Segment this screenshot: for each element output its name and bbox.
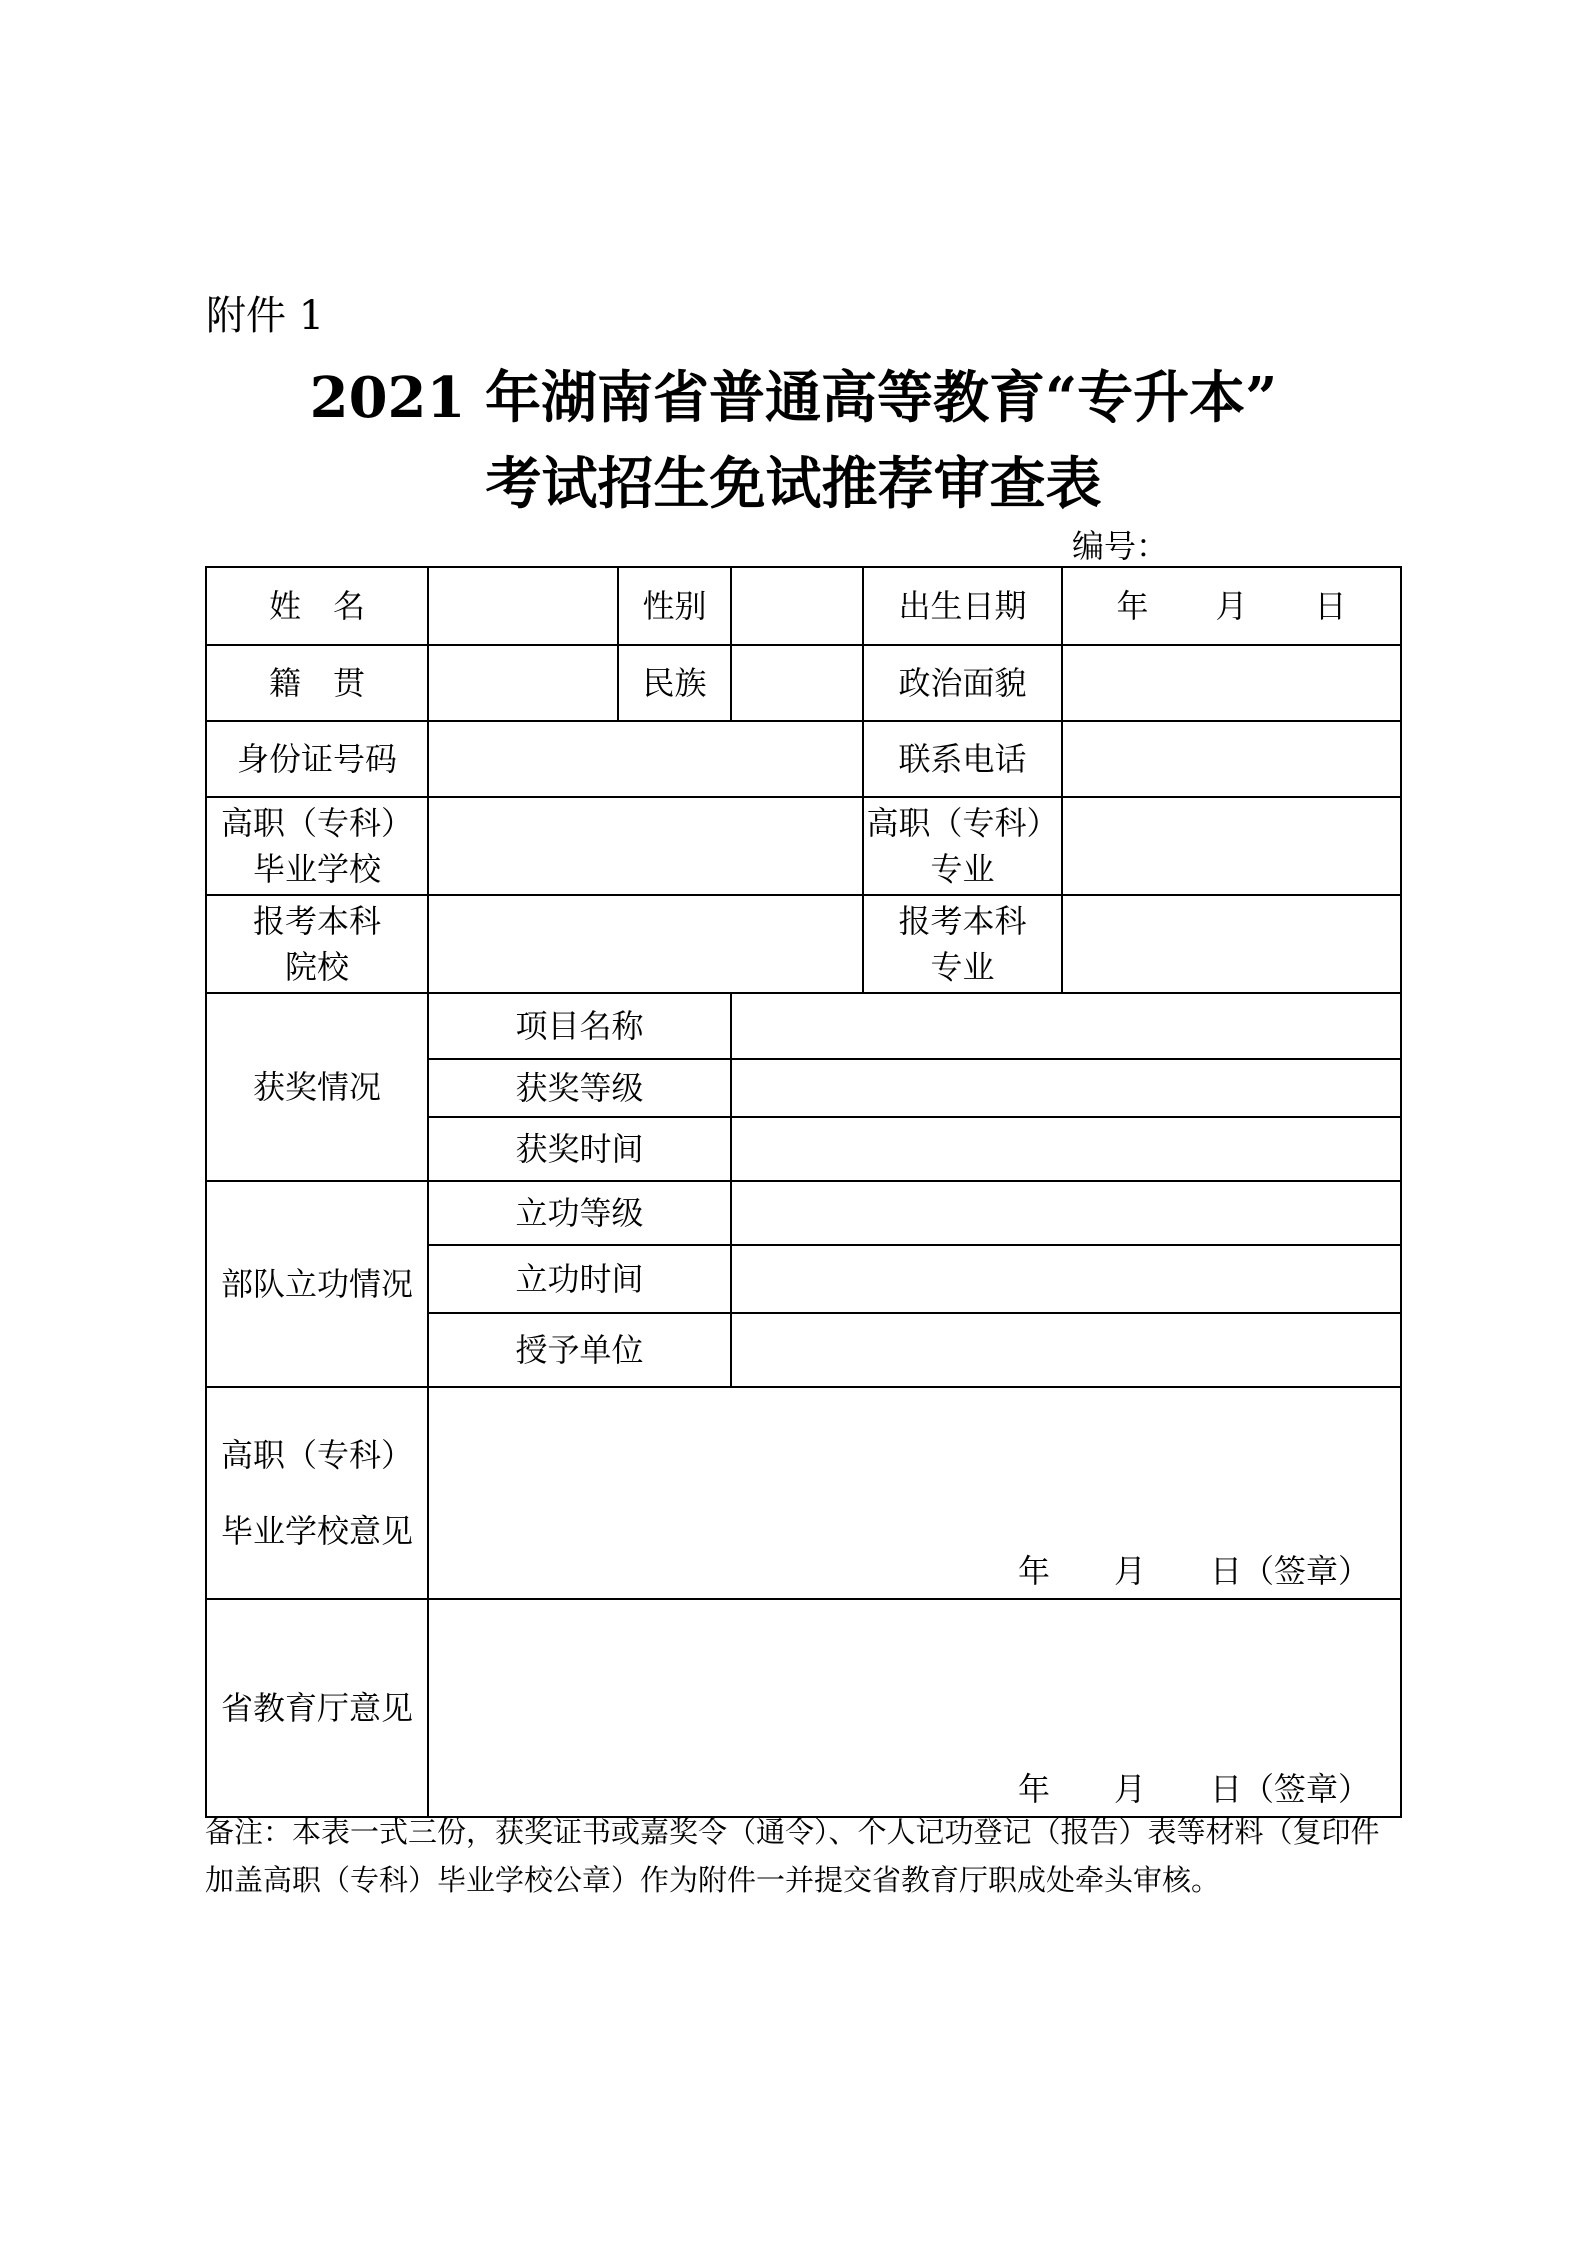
merit-time-label: 立功时间 (428, 1245, 731, 1313)
award-level-field[interactable] (731, 1059, 1401, 1117)
merit-level-label: 立功等级 (428, 1181, 731, 1245)
award-project-field[interactable] (731, 993, 1401, 1059)
school-opinion-label-line2: 毕业学校意见 (220, 1512, 413, 1550)
merit-unit-label: 授予单位 (428, 1313, 731, 1387)
form-row-school-opinion (206, 1387, 1401, 1599)
form-row-basic (206, 567, 1401, 645)
college-school-label-line1: 高职（专科） (220, 804, 413, 842)
apply-major-field[interactable] (1062, 895, 1401, 993)
dept-opinion-label: 省教育厅意见 (206, 1599, 428, 1817)
college-major-label-line2: 专业 (930, 850, 995, 888)
military-label: 部队立功情况 (206, 1181, 428, 1387)
form-row-origin (206, 645, 1401, 721)
gender-label: 性别 (618, 567, 731, 645)
page-subtitle: 考试招生免试推荐审查表 (485, 451, 1102, 517)
college-school-label-line2: 毕业学校 (252, 850, 381, 888)
phone-field[interactable] (1062, 721, 1401, 797)
native-place-field[interactable] (428, 645, 618, 721)
school-sign-date: 年 月 日（签章） (1017, 1552, 1370, 1590)
school-opinion-label (206, 1387, 428, 1599)
school-opinion-label-line1: 高职（专科） (220, 1436, 413, 1474)
awards-label: 获奖情况 (206, 993, 428, 1181)
phone-label: 联系电话 (863, 721, 1062, 797)
dept-sign-date: 年 月 日（签章） (1017, 1770, 1370, 1808)
id-number-label: 身份证号码 (206, 721, 428, 797)
apply-major-label-line1: 报考本科 (898, 902, 1027, 940)
award-time-field[interactable] (731, 1117, 1401, 1181)
birth-year-label: 年 (1116, 587, 1149, 625)
apply-major-label-line2: 专业 (930, 948, 995, 986)
form-row-award-project (206, 993, 1401, 1059)
apply-school-label-line1: 报考本科 (252, 902, 381, 940)
page-title: 2021 年湖南省普通高等教育“专升本” (309, 365, 1278, 431)
merit-level-field[interactable] (731, 1181, 1401, 1245)
apply-school-label-line2: 院校 (284, 948, 349, 986)
serial-number-label: 编号： (1072, 527, 1169, 565)
form-row-dept-opinion (206, 1599, 1401, 1817)
dept-opinion-field[interactable] (428, 1599, 1401, 1817)
attachment-label: 附件 1 (206, 293, 325, 339)
birth-day-label: 日 (1314, 587, 1347, 625)
college-major-label (863, 797, 1062, 895)
name-label: 姓 名 (206, 567, 428, 645)
political-status-label: 政治面貌 (863, 645, 1062, 721)
form-row-merit-level (206, 1181, 1401, 1245)
college-school-label (206, 797, 428, 895)
college-school-field[interactable] (428, 797, 863, 895)
form-row-apply (206, 895, 1401, 993)
form-row-contact (206, 721, 1401, 797)
name-field[interactable] (428, 567, 618, 645)
award-level-label: 获奖等级 (428, 1059, 731, 1117)
political-status-field[interactable] (1062, 645, 1401, 721)
college-major-label-line1: 高职（专科） (866, 804, 1059, 842)
merit-unit-field[interactable] (731, 1313, 1401, 1387)
school-opinion-field[interactable] (428, 1387, 1401, 1599)
birth-date-label: 出生日期 (863, 567, 1062, 645)
birth-month-label: 月 (1215, 587, 1248, 625)
footnote: 备注：本表一式三份，获奖证书或嘉奖令（通令）、个人记功登记（报告）表等材料（复印件加盖高职（专科）毕业学校公章）作为附件一并提交省教育厅职成处牵头审核。 (205, 1815, 1380, 1897)
apply-school-label (206, 895, 428, 993)
id-number-field[interactable] (428, 721, 863, 797)
ethnicity-field[interactable] (731, 645, 863, 721)
college-major-field[interactable] (1062, 797, 1401, 895)
native-place-label: 籍 贯 (206, 645, 428, 721)
birth-date-field[interactable] (1062, 567, 1401, 645)
review-form-table (205, 566, 1402, 1818)
merit-time-field[interactable] (731, 1245, 1401, 1313)
form-row-college (206, 797, 1401, 895)
apply-school-field[interactable] (428, 895, 863, 993)
award-time-label: 获奖时间 (428, 1117, 731, 1181)
gender-field[interactable] (731, 567, 863, 645)
award-project-label: 项目名称 (428, 993, 731, 1059)
apply-major-label (863, 895, 1062, 993)
ethnicity-label: 民族 (618, 645, 731, 721)
